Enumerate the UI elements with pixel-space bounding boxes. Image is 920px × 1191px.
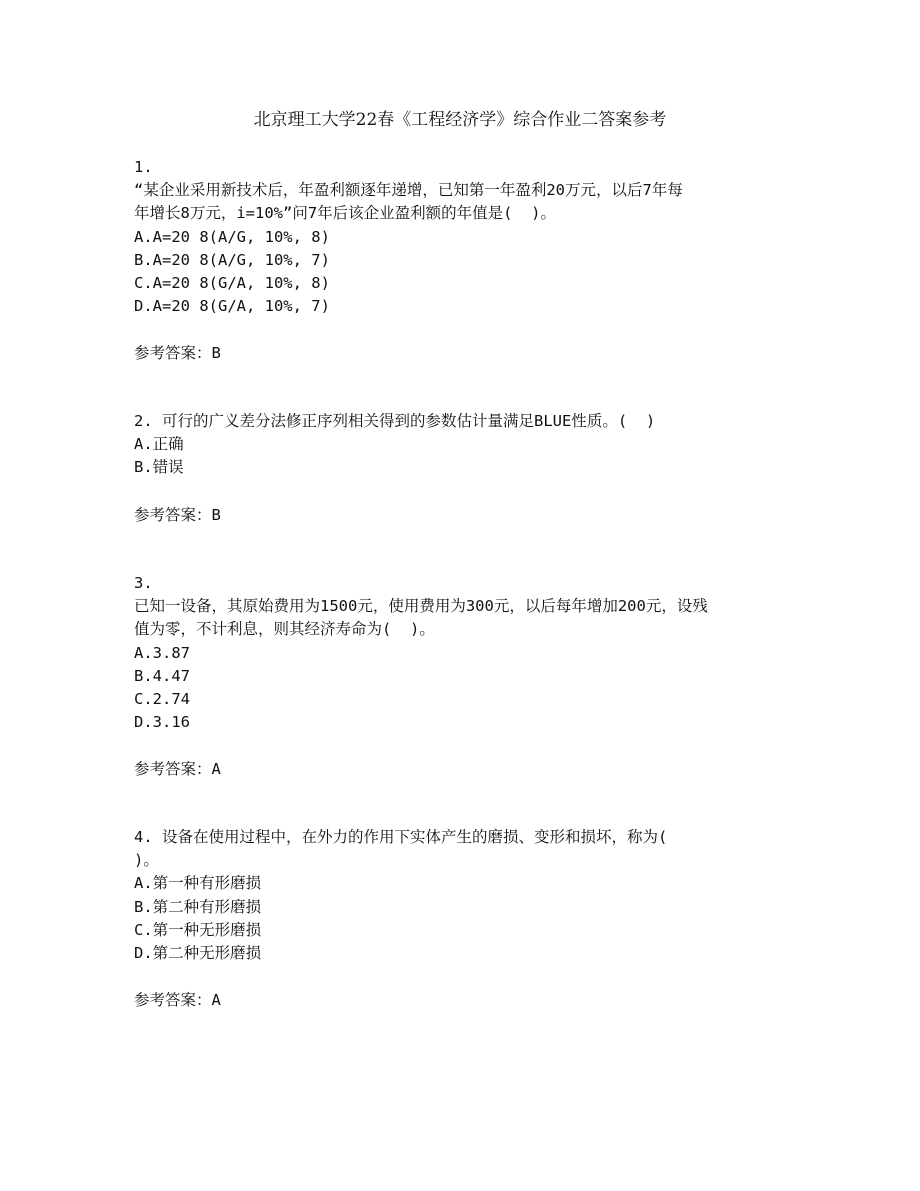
option-b: B.第二种有形磨损 bbox=[134, 897, 262, 916]
option-d: D.第二种无形磨损 bbox=[134, 944, 262, 963]
option-a: A.A=20 8(A/G, 10%, 8) bbox=[134, 227, 330, 246]
option-a: A.3.87 bbox=[134, 643, 190, 662]
option-b: B.错误 bbox=[134, 458, 184, 477]
question-stem-line: 值为零，不计利息，则其经济寿命为( )。 bbox=[134, 620, 435, 639]
question-4 bbox=[134, 826, 794, 965]
option-c: C.A=20 8(G/A, 10%, 8) bbox=[134, 274, 330, 293]
question-stem-line: 年增长8万元，i=10%”问7年后该企业盈利额的年值是( )。 bbox=[134, 204, 556, 223]
question-number: 3. bbox=[134, 574, 153, 592]
option-a: A.正确 bbox=[134, 435, 184, 454]
option-d: D.3.16 bbox=[134, 713, 190, 732]
answer-3: 参考答案：A bbox=[134, 760, 221, 778]
option-c: C.2.74 bbox=[134, 690, 190, 709]
question-number: 1. bbox=[134, 158, 153, 176]
option-a: A.第一种有形磨损 bbox=[134, 874, 262, 893]
option-b: B.A=20 8(A/G, 10%, 7) bbox=[134, 250, 330, 269]
question-2 bbox=[134, 410, 794, 480]
question-stem-line: 4. 设备在使用过程中，在外力的作用下实体产生的磨损、变形和损坏，称为( bbox=[134, 828, 668, 846]
question-stem-line: “某企业采用新技术后，年盈利额逐年递增，已知第一年盈利20万元，以后7年每 bbox=[134, 181, 683, 200]
document-title: 北京理工大学22春《工程经济学》综合作业二答案参考 bbox=[253, 110, 667, 130]
question-stem-line: )。 bbox=[134, 851, 159, 870]
question-stem-line: 已知一设备，其原始费用为1500元，使用费用为300元，以后每年增加200元，设残 bbox=[134, 597, 708, 616]
answer-4: 参考答案：A bbox=[134, 991, 221, 1009]
answer-1: 参考答案：B bbox=[134, 344, 221, 362]
option-d: D.A=20 8(G/A, 10%, 7) bbox=[134, 297, 330, 316]
question-stem-line: 2. 可行的广义差分法修正序列相关得到的参数估计量满足BLUE性质。( ) bbox=[134, 412, 656, 430]
question-3 bbox=[134, 572, 794, 734]
option-b: B.4.47 bbox=[134, 666, 190, 685]
question-1 bbox=[134, 156, 794, 318]
option-c: C.第一种无形磨损 bbox=[134, 920, 262, 939]
answer-2: 参考答案：B bbox=[134, 506, 221, 524]
